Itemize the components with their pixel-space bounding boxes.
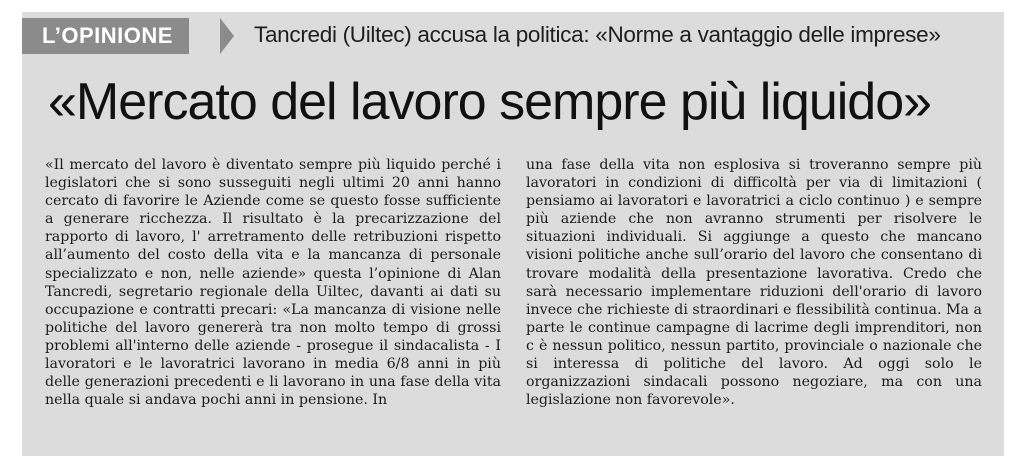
article-text-column-2: una fase della vita non esplosiva si troveranno sempre più lavoratori in condizioni di difficoltà per via di limitazioni ( pensiamo ai lavoratori e lavoratrici a ciclo continuo ) e sempre più aziende che non avranno strumenti per risolvere le situazioni individuali. Si aggiunge a questo che mancano visioni politiche anche sull’orario del lavoro che consentano di trovare modalità della presentazione lavorativa. Credo che sarà necessario implementare riduzioni dell'orario di lavoro invece che richieste di straordinari e flessibilità continua. Ma a parte le continue campagne di lacrime degli imprenditori, non c è nessun politico, nessun partito, provinciale o nazionale che si interessa di politiche del lavoro. Ad oggi solo le organizzazioni sindacali possono negoziare, ma con una legislazione non favorevole». [526,157,982,409]
kicker: Tancredi (Uiltec) accusa la politica: «Norme a vantaggio delle imprese» [254,22,941,47]
article-text-column-1: «Il mercato del lavoro è diventato sempre più liquido perché i legislatori che si sono susseguiti negli ultimi 20 anni hanno cercato di favorire le Aziende come se questo fosse sufficiente a generare ricchezza. Il risultato è la precarizzazione del rapporto di lavoro, l' arretramento delle retribuzioni rispetto all’aumento del costo della vita e la mancanza di personale specializzato e non, nelle aziende» questa l’opinione di Alan Tancredi, segretario regionale della Uiltec, davanti ai dati su occupazione e contratti precari: «La mancanza di visione nelle politiche del lavoro genererà tra non molto tempo di grossi problemi all'interno delle aziende - prosegue il sindacalista - I lavoratori e le lavoratrici lavorano in media 6/8 anni in più delle generazioni precedenti e li lavorano in una fase della vita nella quale si andava pochi anni in pensione. In [45,157,501,409]
section-tag-arrow-icon [220,18,234,54]
newspaper-clipping [22,12,1004,456]
article-column-2 [526,156,982,409]
article-column-1 [45,156,501,409]
headline: «Mercato del lavoro sempre più liquido» [48,73,932,131]
section-tag: L’OPINIONE [22,18,189,54]
